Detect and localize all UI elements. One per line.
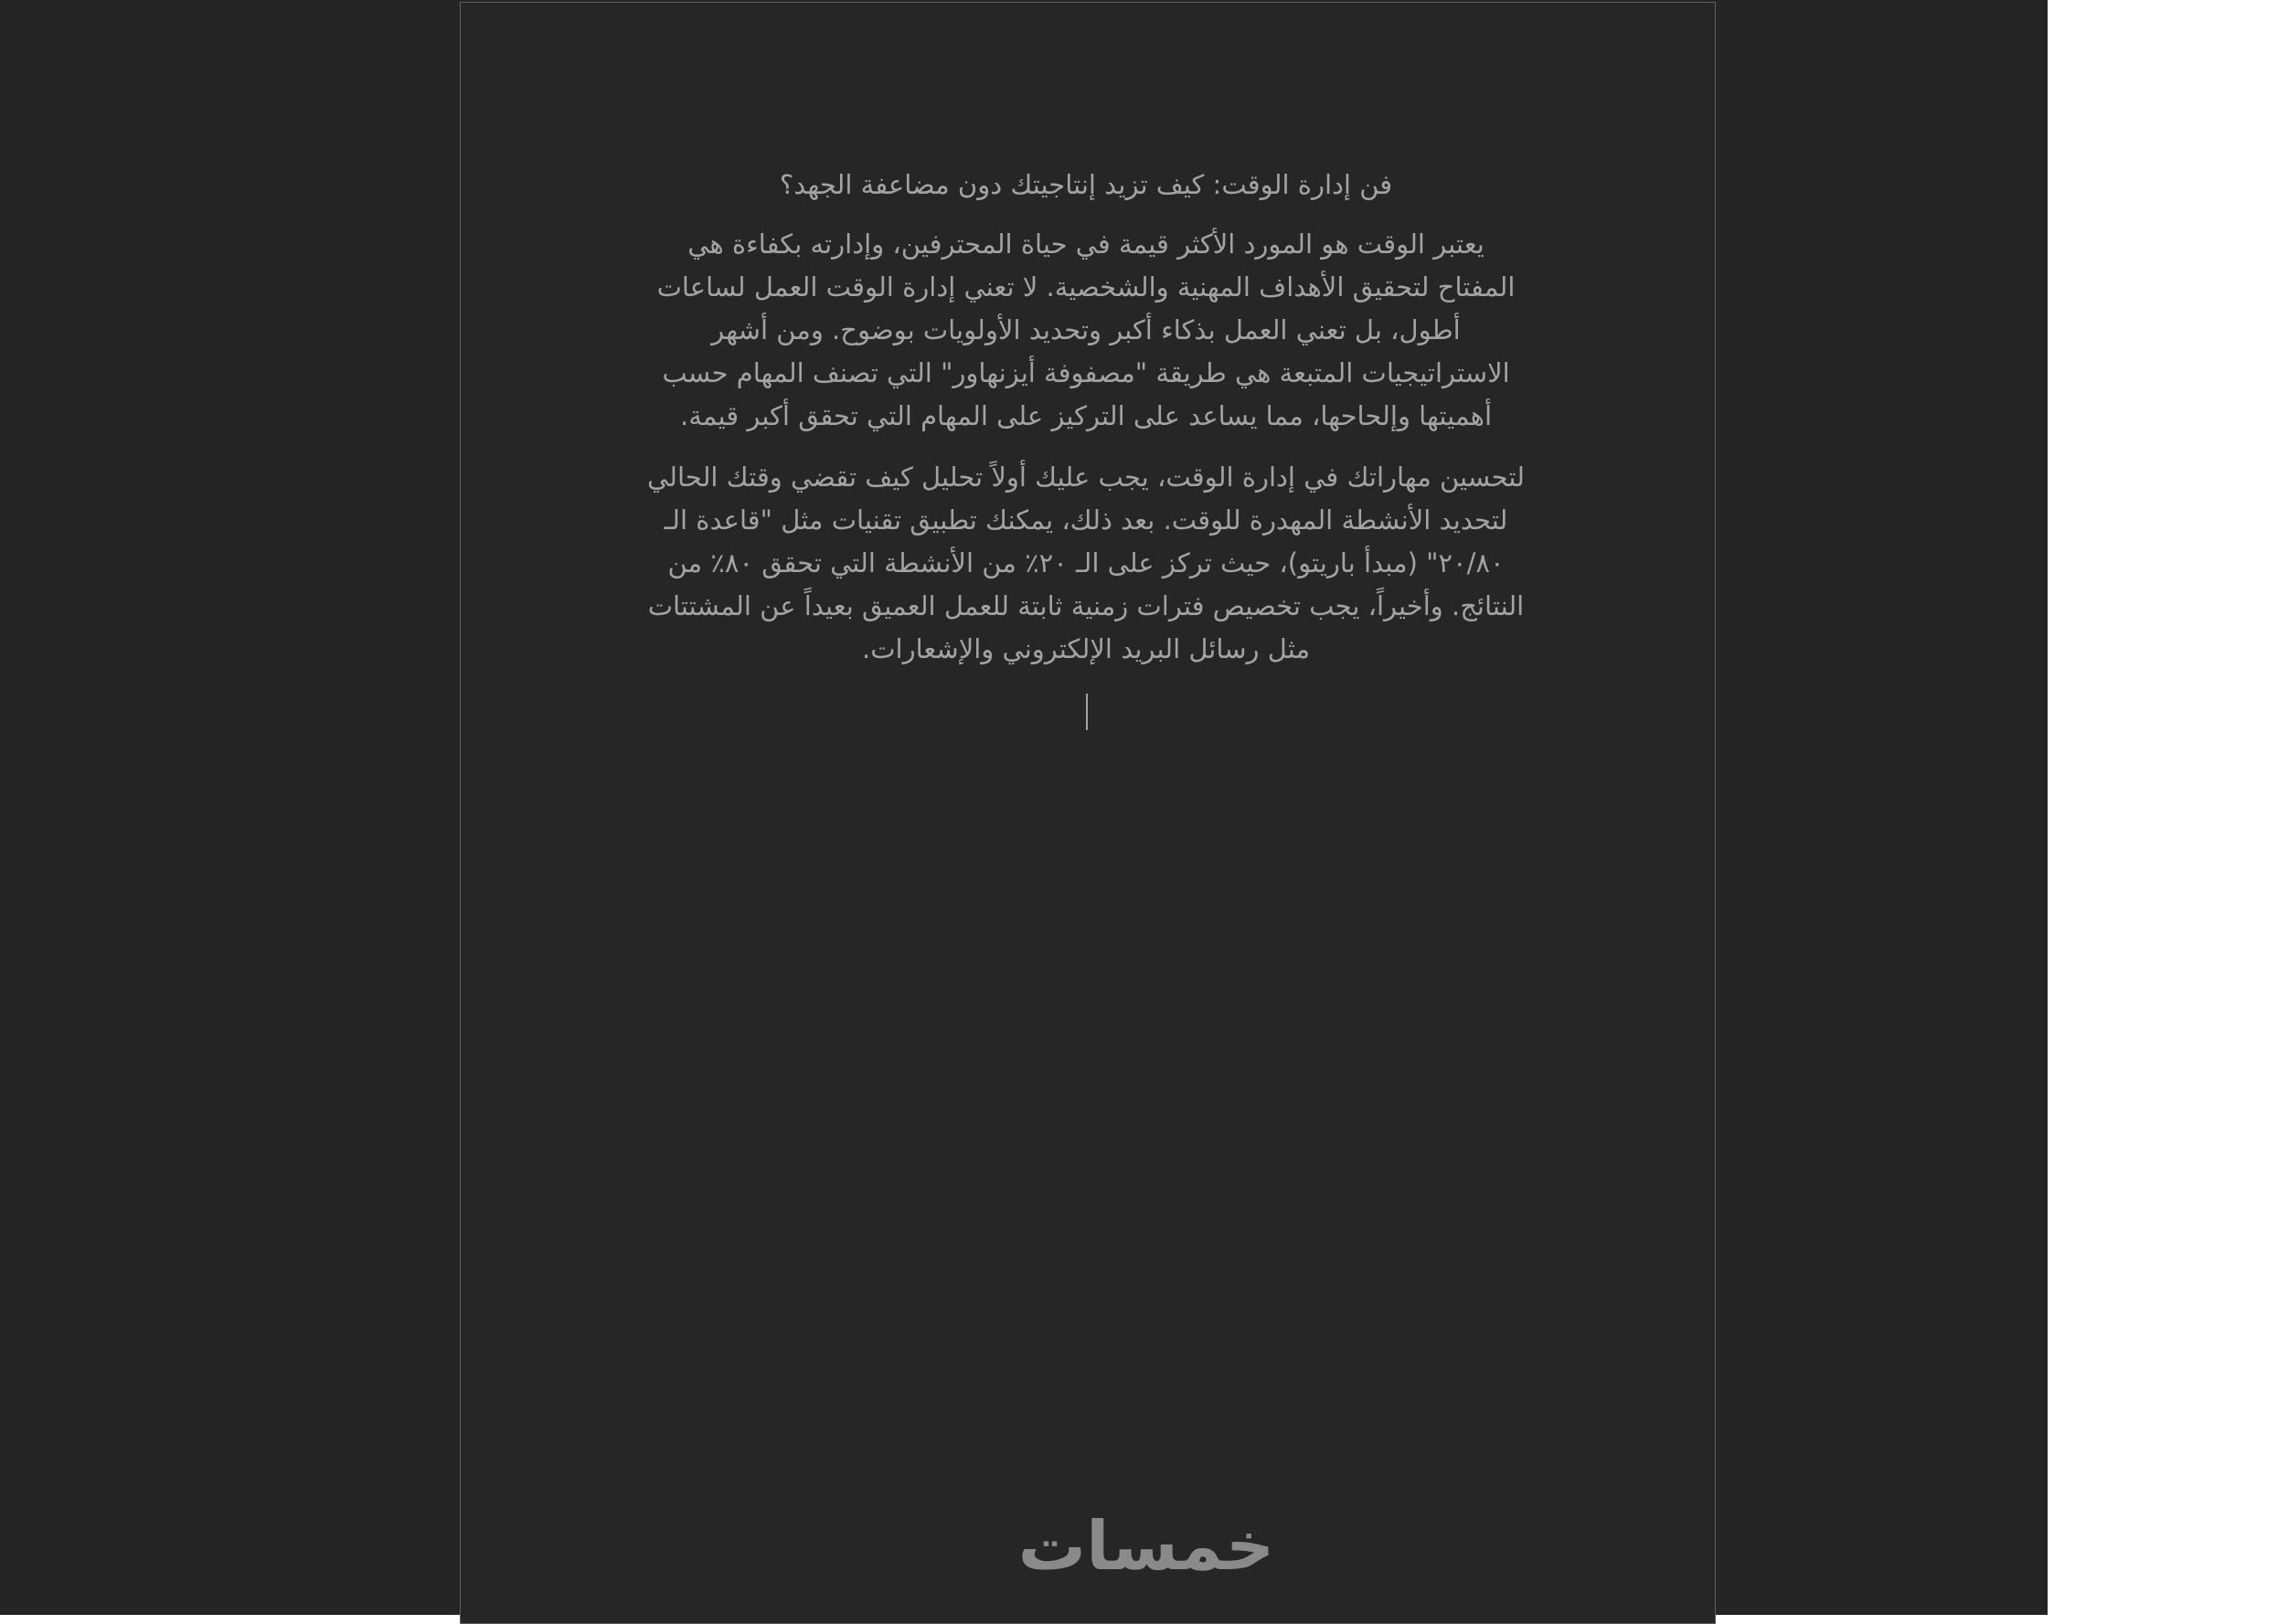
- document-body[interactable]: [645, 164, 1527, 689]
- document-title: فن إدارة الوقت: كيف تزيد إنتاجيتك دون مضاعفة الجهد؟: [779, 169, 1393, 200]
- text-cursor: [1086, 694, 1088, 730]
- paragraph-1: يعتبر الوقت هو المورد الأكثر قيمة في حياة المحترفين، وإدارته بكفاءة هي المفتاح لتحقيق الأهداف المهنية والشخصية. لا تعني إدارة الوقت العمل لساعات أطول، بل تعني العمل بذكاء أكبر وتحديد الأولويات بوضوح. ومن أشهر الاستراتيجيات المتبعة هي طريقة "مصفوفة أيزنهاور" التي تصنف المهام حسب أهميتها وإلحاحها، مما يساعد على التركيز على المهام التي تحقق أكبر قيمة.: [656, 228, 1516, 431]
- document-page[interactable]: [460, 2, 1716, 1624]
- khamsat-logo-watermark: خمسات: [1017, 1507, 1275, 1586]
- paragraph-2: لتحسين مهاراتك في إدارة الوقت، يجب عليك أولاً تحليل كيف تقضي وقتك الحالي لتحديد الأنشطة المهدرة للوقت. بعد ذلك، يمكنك تطبيق تقنيات مثل "قاعدة الـ ٢٠/٨٠" (مبدأ باريتو)، حيث تركز على الـ ٢٠٪ من الأنشطة التي تحقق ٨٠٪ من النتائج. وأخيراً، يجب تخصيص فترات زمنية ثابتة للعمل العميق بعيداً عن المشتتات مثل رسائل البريد الإلكتروني والإشعارات.: [647, 462, 1525, 664]
